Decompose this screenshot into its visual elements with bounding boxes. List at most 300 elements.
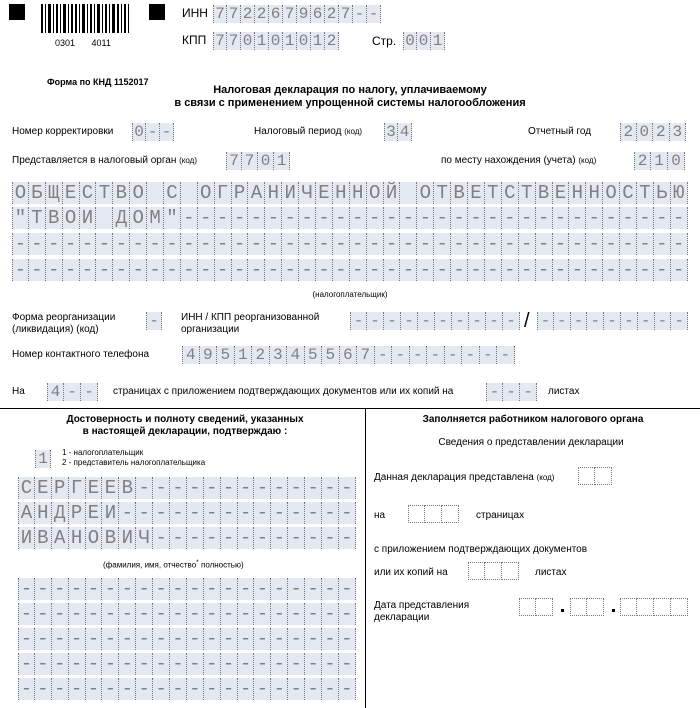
char-cell: Г — [69, 477, 86, 499]
char-cell: - — [198, 207, 215, 229]
char-cell: 7 — [227, 5, 241, 23]
location-code-field[interactable] — [634, 152, 685, 170]
char-cell: - — [339, 477, 356, 499]
char-cell: В — [113, 182, 130, 204]
char-cell: - — [238, 678, 255, 700]
char-cell — [671, 598, 688, 616]
char-cell: 0 — [241, 32, 255, 50]
char-cell: - — [299, 259, 316, 281]
char-cell: - — [35, 678, 52, 700]
char-cell: - — [221, 653, 238, 675]
char-cell: 7 — [213, 5, 227, 23]
right-pages-field[interactable] — [408, 505, 459, 523]
pages-on-label: На — [12, 386, 25, 397]
taxpayer-name-line-1[interactable] — [12, 182, 688, 204]
char-cell: Н — [69, 527, 86, 549]
char-cell: - — [102, 678, 119, 700]
reorg-inn-kpp-label-1: ИНН / КПП реорганизованной — [181, 312, 320, 323]
correction-field[interactable] — [132, 123, 174, 141]
char-cell: - — [451, 259, 468, 281]
char-cell: - — [502, 233, 519, 255]
char-cell: - — [434, 233, 451, 255]
char-cell: - — [81, 383, 98, 401]
fio-caption: (фамилия, имя, отчество* полностью) — [103, 559, 244, 570]
date-dot-1 — [561, 609, 564, 612]
char-cell: - — [254, 502, 271, 524]
char-cell: - — [350, 233, 367, 255]
char-cell: Щ — [46, 182, 63, 204]
char-cell: Е — [468, 182, 485, 204]
char-cell: - — [64, 383, 81, 401]
char-cell: - — [586, 207, 603, 229]
char-cell: 2 — [653, 123, 670, 141]
char-cell: - — [18, 678, 35, 700]
char-cell: - — [221, 527, 238, 549]
char-cell: С — [18, 477, 35, 499]
char-cell — [578, 467, 595, 485]
char-cell: - — [271, 678, 288, 700]
submitted-code-field[interactable] — [578, 467, 612, 485]
char-cell: - — [282, 233, 299, 255]
extra-line-2[interactable] — [18, 603, 356, 625]
char-cell: - — [569, 233, 586, 255]
char-cell — [400, 182, 417, 204]
date-day-field[interactable] — [519, 598, 553, 616]
kpp-field[interactable] — [213, 32, 339, 50]
reorg-inn-kpp-label-2: организации — [181, 324, 240, 335]
pages-middle-label: страницах с приложением подтверждающих документов или их копий на — [113, 386, 454, 397]
char-cell: Т — [29, 207, 46, 229]
pages-count-field[interactable] — [47, 383, 98, 401]
char-cell: " — [164, 207, 181, 229]
char-cell: - — [322, 502, 339, 524]
char-cell — [468, 562, 485, 580]
taxpayer-caption: (налогоплательщик) — [312, 290, 388, 299]
char-cell: - — [288, 653, 305, 675]
taxpayer-name-line-3[interactable] — [12, 233, 688, 255]
char-cell: - — [238, 527, 255, 549]
char-cell: - — [254, 578, 271, 600]
char-cell: - — [102, 603, 119, 625]
char-cell: - — [204, 678, 221, 700]
char-cell: - — [181, 207, 198, 229]
char-cell: 5 — [305, 346, 323, 364]
char-cell: - — [12, 259, 29, 281]
char-cell: 2 — [252, 346, 270, 364]
char-cell: Г — [215, 182, 232, 204]
char-cell: - — [52, 628, 69, 650]
extra-line-4[interactable] — [18, 653, 356, 675]
char-cell: - — [586, 259, 603, 281]
char-cell: - — [18, 578, 35, 600]
char-cell: - — [170, 653, 187, 675]
char-cell: 0 — [132, 123, 146, 141]
char-cell — [519, 598, 536, 616]
char-cell: - — [153, 678, 170, 700]
char-cell: - — [187, 603, 204, 625]
char-cell: - — [136, 628, 153, 650]
char-cell: - — [282, 259, 299, 281]
char-cell: - — [299, 233, 316, 255]
char-cell: - — [198, 233, 215, 255]
char-cell: - — [271, 578, 288, 600]
char-cell: - — [339, 527, 356, 549]
char-cell: - — [153, 502, 170, 524]
char-cell: - — [536, 207, 553, 229]
char-cell: 0 — [269, 32, 283, 50]
char-cell: - — [654, 259, 671, 281]
char-cell: - — [119, 628, 136, 650]
char-cell: В — [119, 477, 136, 499]
char-cell: 4 — [287, 346, 305, 364]
char-cell: - — [153, 578, 170, 600]
char-cell: - — [86, 653, 103, 675]
char-cell: - — [620, 259, 637, 281]
char-cell: - — [271, 653, 288, 675]
page-label: Стр. — [372, 34, 397, 48]
year-label: Отчетный год — [528, 126, 592, 137]
char-cell: О — [367, 182, 384, 204]
char-cell: - — [35, 628, 52, 650]
char-cell: - — [221, 678, 238, 700]
char-cell: - — [35, 653, 52, 675]
char-cell: - — [603, 233, 620, 255]
char-cell: - — [350, 207, 367, 229]
char-cell: - — [221, 578, 238, 600]
char-cell: - — [445, 346, 463, 364]
char-cell: 1 — [283, 32, 297, 50]
char-cell: - — [519, 233, 536, 255]
char-cell: - — [339, 653, 356, 675]
char-cell: - — [637, 259, 654, 281]
right-sheets-field[interactable] — [468, 562, 519, 580]
signer-option-1: 1 - налогоплательщик — [62, 448, 144, 457]
char-cell: Е — [35, 477, 52, 499]
char-cell: - — [339, 678, 356, 700]
char-cell: - — [198, 259, 215, 281]
char-cell: - — [160, 123, 174, 141]
signer-code-field[interactable] — [35, 450, 51, 468]
phone-label: Номер контактного телефона — [12, 349, 150, 360]
char-cell: С — [620, 182, 637, 204]
char-cell: - — [271, 603, 288, 625]
char-cell: - — [69, 603, 86, 625]
char-cell: Т — [637, 182, 654, 204]
char-cell: - — [119, 653, 136, 675]
char-cell: 6 — [269, 5, 283, 23]
char-cell: - — [238, 653, 255, 675]
char-cell: А — [52, 527, 69, 549]
char-cell: - — [671, 233, 688, 255]
char-cell: 5 — [322, 346, 340, 364]
char-cell: 1 — [255, 32, 269, 50]
taxpayer-name-line-2[interactable] — [12, 207, 688, 229]
char-cell: - — [637, 233, 654, 255]
char-cell: - — [102, 628, 119, 650]
char-cell: - — [29, 233, 46, 255]
reorg-kpp-field[interactable] — [537, 312, 688, 330]
char-cell: - — [86, 578, 103, 600]
corner-marker-right — [149, 4, 165, 20]
char-cell: - — [384, 233, 401, 255]
char-cell: - — [187, 502, 204, 524]
char-cell: - — [130, 259, 147, 281]
char-cell: - — [69, 653, 86, 675]
page-number-field[interactable] — [403, 32, 445, 50]
char-cell: 7 — [283, 5, 297, 23]
char-cell: - — [620, 233, 637, 255]
char-cell: 1 — [235, 346, 253, 364]
char-cell: 2 — [325, 5, 339, 23]
char-cell: - — [288, 527, 305, 549]
char-cell: - — [571, 312, 588, 330]
char-cell: - — [553, 207, 570, 229]
char-cell: - — [553, 233, 570, 255]
char-cell: Р — [52, 477, 69, 499]
date-month-field[interactable] — [570, 598, 604, 616]
char-cell: - — [288, 678, 305, 700]
char-cell: - — [638, 312, 655, 330]
char-cell: - — [339, 502, 356, 524]
inn-label: ИНН — [182, 6, 208, 20]
char-cell: - — [288, 628, 305, 650]
char-cell — [485, 562, 502, 580]
char-cell: Й — [384, 182, 401, 204]
char-cell: И — [80, 207, 97, 229]
char-cell: - — [254, 527, 271, 549]
char-cell: - — [353, 5, 367, 23]
column-divider — [365, 408, 366, 708]
char-cell: Р — [232, 182, 249, 204]
char-cell: - — [462, 346, 480, 364]
char-cell: Е — [102, 477, 119, 499]
char-cell: 6 — [311, 5, 325, 23]
char-cell: 7 — [357, 346, 375, 364]
char-cell: Н — [333, 182, 350, 204]
char-cell: Е — [86, 477, 103, 499]
char-cell: - — [418, 312, 435, 330]
char-cell: - — [536, 259, 553, 281]
patronymic-field[interactable] — [18, 527, 356, 549]
char-cell: 3 — [384, 123, 398, 141]
char-cell: - — [384, 312, 401, 330]
char-cell: И — [282, 182, 299, 204]
phone-field[interactable] — [182, 346, 515, 364]
char-cell: - — [248, 233, 265, 255]
copies-label: или их копий на — [374, 567, 448, 578]
char-cell: - — [170, 502, 187, 524]
char-cell: - — [401, 312, 418, 330]
char-cell: - — [305, 527, 322, 549]
char-cell — [425, 505, 442, 523]
char-cell: - — [322, 678, 339, 700]
char-cell: - — [299, 207, 316, 229]
char-cell — [181, 182, 198, 204]
char-cell: - — [671, 207, 688, 229]
extra-line-3[interactable] — [18, 628, 356, 650]
inn-field[interactable] — [213, 5, 381, 23]
char-cell: - — [502, 259, 519, 281]
char-cell: - — [322, 653, 339, 675]
char-cell: - — [452, 312, 469, 330]
date-year-field[interactable] — [620, 598, 688, 616]
char-cell: - — [238, 477, 255, 499]
char-cell — [595, 467, 612, 485]
char-cell: А — [248, 182, 265, 204]
char-cell: Т — [96, 182, 113, 204]
char-cell: - — [417, 233, 434, 255]
char-cell: 5 — [217, 346, 235, 364]
char-cell: О — [198, 182, 215, 204]
char-cell: - — [417, 259, 434, 281]
char-cell: А — [18, 502, 35, 524]
char-cell: - — [204, 527, 221, 549]
official-heading: Заполняется работником налогового органа — [422, 414, 644, 425]
char-cell: - — [350, 259, 367, 281]
char-cell: - — [322, 603, 339, 625]
char-cell: - — [410, 346, 428, 364]
char-cell: - — [502, 207, 519, 229]
char-cell: - — [52, 578, 69, 600]
char-cell: - — [130, 233, 147, 255]
char-cell: - — [187, 678, 204, 700]
extra-line-5[interactable] — [18, 678, 356, 700]
char-cell: И — [119, 527, 136, 549]
char-cell: - — [18, 628, 35, 650]
char-cell: - — [254, 628, 271, 650]
submitted-label: Данная декларация представлена (код) — [374, 472, 555, 483]
char-cell: - — [187, 653, 204, 675]
char-cell: - — [254, 653, 271, 675]
char-cell: - — [69, 628, 86, 650]
surname-field[interactable] — [18, 477, 356, 499]
reorg-form-field[interactable] — [146, 312, 162, 330]
char-cell: - — [221, 628, 238, 650]
char-cell: - — [102, 653, 119, 675]
char-cell: - — [136, 678, 153, 700]
corner-marker-left — [9, 4, 25, 20]
char-cell: - — [305, 678, 322, 700]
char-cell: Ь — [654, 182, 671, 204]
char-cell: - — [468, 233, 485, 255]
char-cell: 1 — [431, 32, 445, 50]
char-cell: - — [204, 477, 221, 499]
extra-line-1[interactable] — [18, 578, 356, 600]
char-cell: - — [305, 578, 322, 600]
char-cell: - — [305, 603, 322, 625]
char-cell: - — [305, 628, 322, 650]
char-cell: - — [603, 259, 620, 281]
char-cell: - — [288, 603, 305, 625]
char-cell: - — [503, 383, 520, 401]
tax-authority-field[interactable] — [226, 152, 290, 170]
char-cell: 1 — [651, 152, 668, 170]
date-label-2: декларации — [374, 612, 430, 623]
char-cell: - — [86, 678, 103, 700]
char-cell: - — [136, 477, 153, 499]
char-cell: - — [69, 578, 86, 600]
char-cell: - — [671, 259, 688, 281]
char-cell: - — [435, 312, 452, 330]
char-cell: - — [553, 259, 570, 281]
char-cell: - — [187, 477, 204, 499]
char-cell: - — [671, 312, 688, 330]
char-cell: - — [322, 527, 339, 549]
char-cell: 7 — [242, 152, 258, 170]
char-cell: - — [265, 259, 282, 281]
char-cell: - — [102, 578, 119, 600]
char-cell: - — [221, 477, 238, 499]
reorg-form-label-1: Форма реорганизации — [12, 312, 116, 323]
form-title-line2: в связи с применением упрощенной системы налогообложения — [174, 97, 526, 109]
char-cell: 3 — [270, 346, 288, 364]
name-field[interactable] — [18, 502, 356, 524]
char-cell: - — [221, 603, 238, 625]
taxpayer-name-line-4[interactable] — [12, 259, 688, 281]
char-cell: С — [164, 182, 181, 204]
report-year-field[interactable] — [620, 123, 686, 141]
char-cell: Н — [265, 182, 282, 204]
char-cell: - — [221, 502, 238, 524]
char-cell: - — [400, 233, 417, 255]
char-cell: - — [215, 207, 232, 229]
char-cell: - — [164, 233, 181, 255]
char-cell: - — [147, 233, 164, 255]
char-cell: - — [136, 603, 153, 625]
char-cell: - — [113, 233, 130, 255]
signer-option-2: 2 - представитель налогоплательщика — [62, 458, 206, 467]
char-cell: - — [238, 578, 255, 600]
char-cell: - — [170, 477, 187, 499]
char-cell: - — [86, 603, 103, 625]
reorg-inn-field[interactable] — [350, 312, 520, 330]
char-cell: - — [113, 259, 130, 281]
char-cell — [502, 562, 519, 580]
char-cell: - — [119, 678, 136, 700]
char-cell: - — [384, 259, 401, 281]
char-cell: Д — [52, 502, 69, 524]
char-cell: - — [451, 207, 468, 229]
char-cell: - — [486, 383, 503, 401]
char-cell — [654, 598, 671, 616]
tax-period-field[interactable] — [384, 123, 412, 141]
char-cell: - — [288, 578, 305, 600]
char-cell: - — [519, 207, 536, 229]
char-cell: Б — [29, 182, 46, 204]
char-cell: - — [480, 346, 498, 364]
char-cell: - — [80, 233, 97, 255]
char-cell: - — [554, 312, 571, 330]
char-cell: - — [497, 346, 515, 364]
char-cell: - — [119, 603, 136, 625]
char-cell: - — [52, 653, 69, 675]
char-cell — [147, 182, 164, 204]
char-cell: - — [282, 207, 299, 229]
char-cell: Р — [69, 502, 86, 524]
char-cell — [570, 598, 587, 616]
char-cell: - — [146, 312, 162, 330]
sheets-label: листах — [548, 386, 580, 397]
reorg-form-label-2: (ликвидация) (код) — [12, 324, 99, 335]
char-cell: - — [637, 207, 654, 229]
char-cell: - — [367, 207, 384, 229]
char-cell: - — [232, 207, 249, 229]
char-cell: - — [305, 502, 322, 524]
confirm-heading-1: Достоверность и полноту сведений, указанных — [66, 414, 304, 425]
sheets-count-field[interactable] — [486, 383, 537, 401]
char-cell — [442, 505, 459, 523]
char-cell: 4 — [398, 123, 412, 141]
